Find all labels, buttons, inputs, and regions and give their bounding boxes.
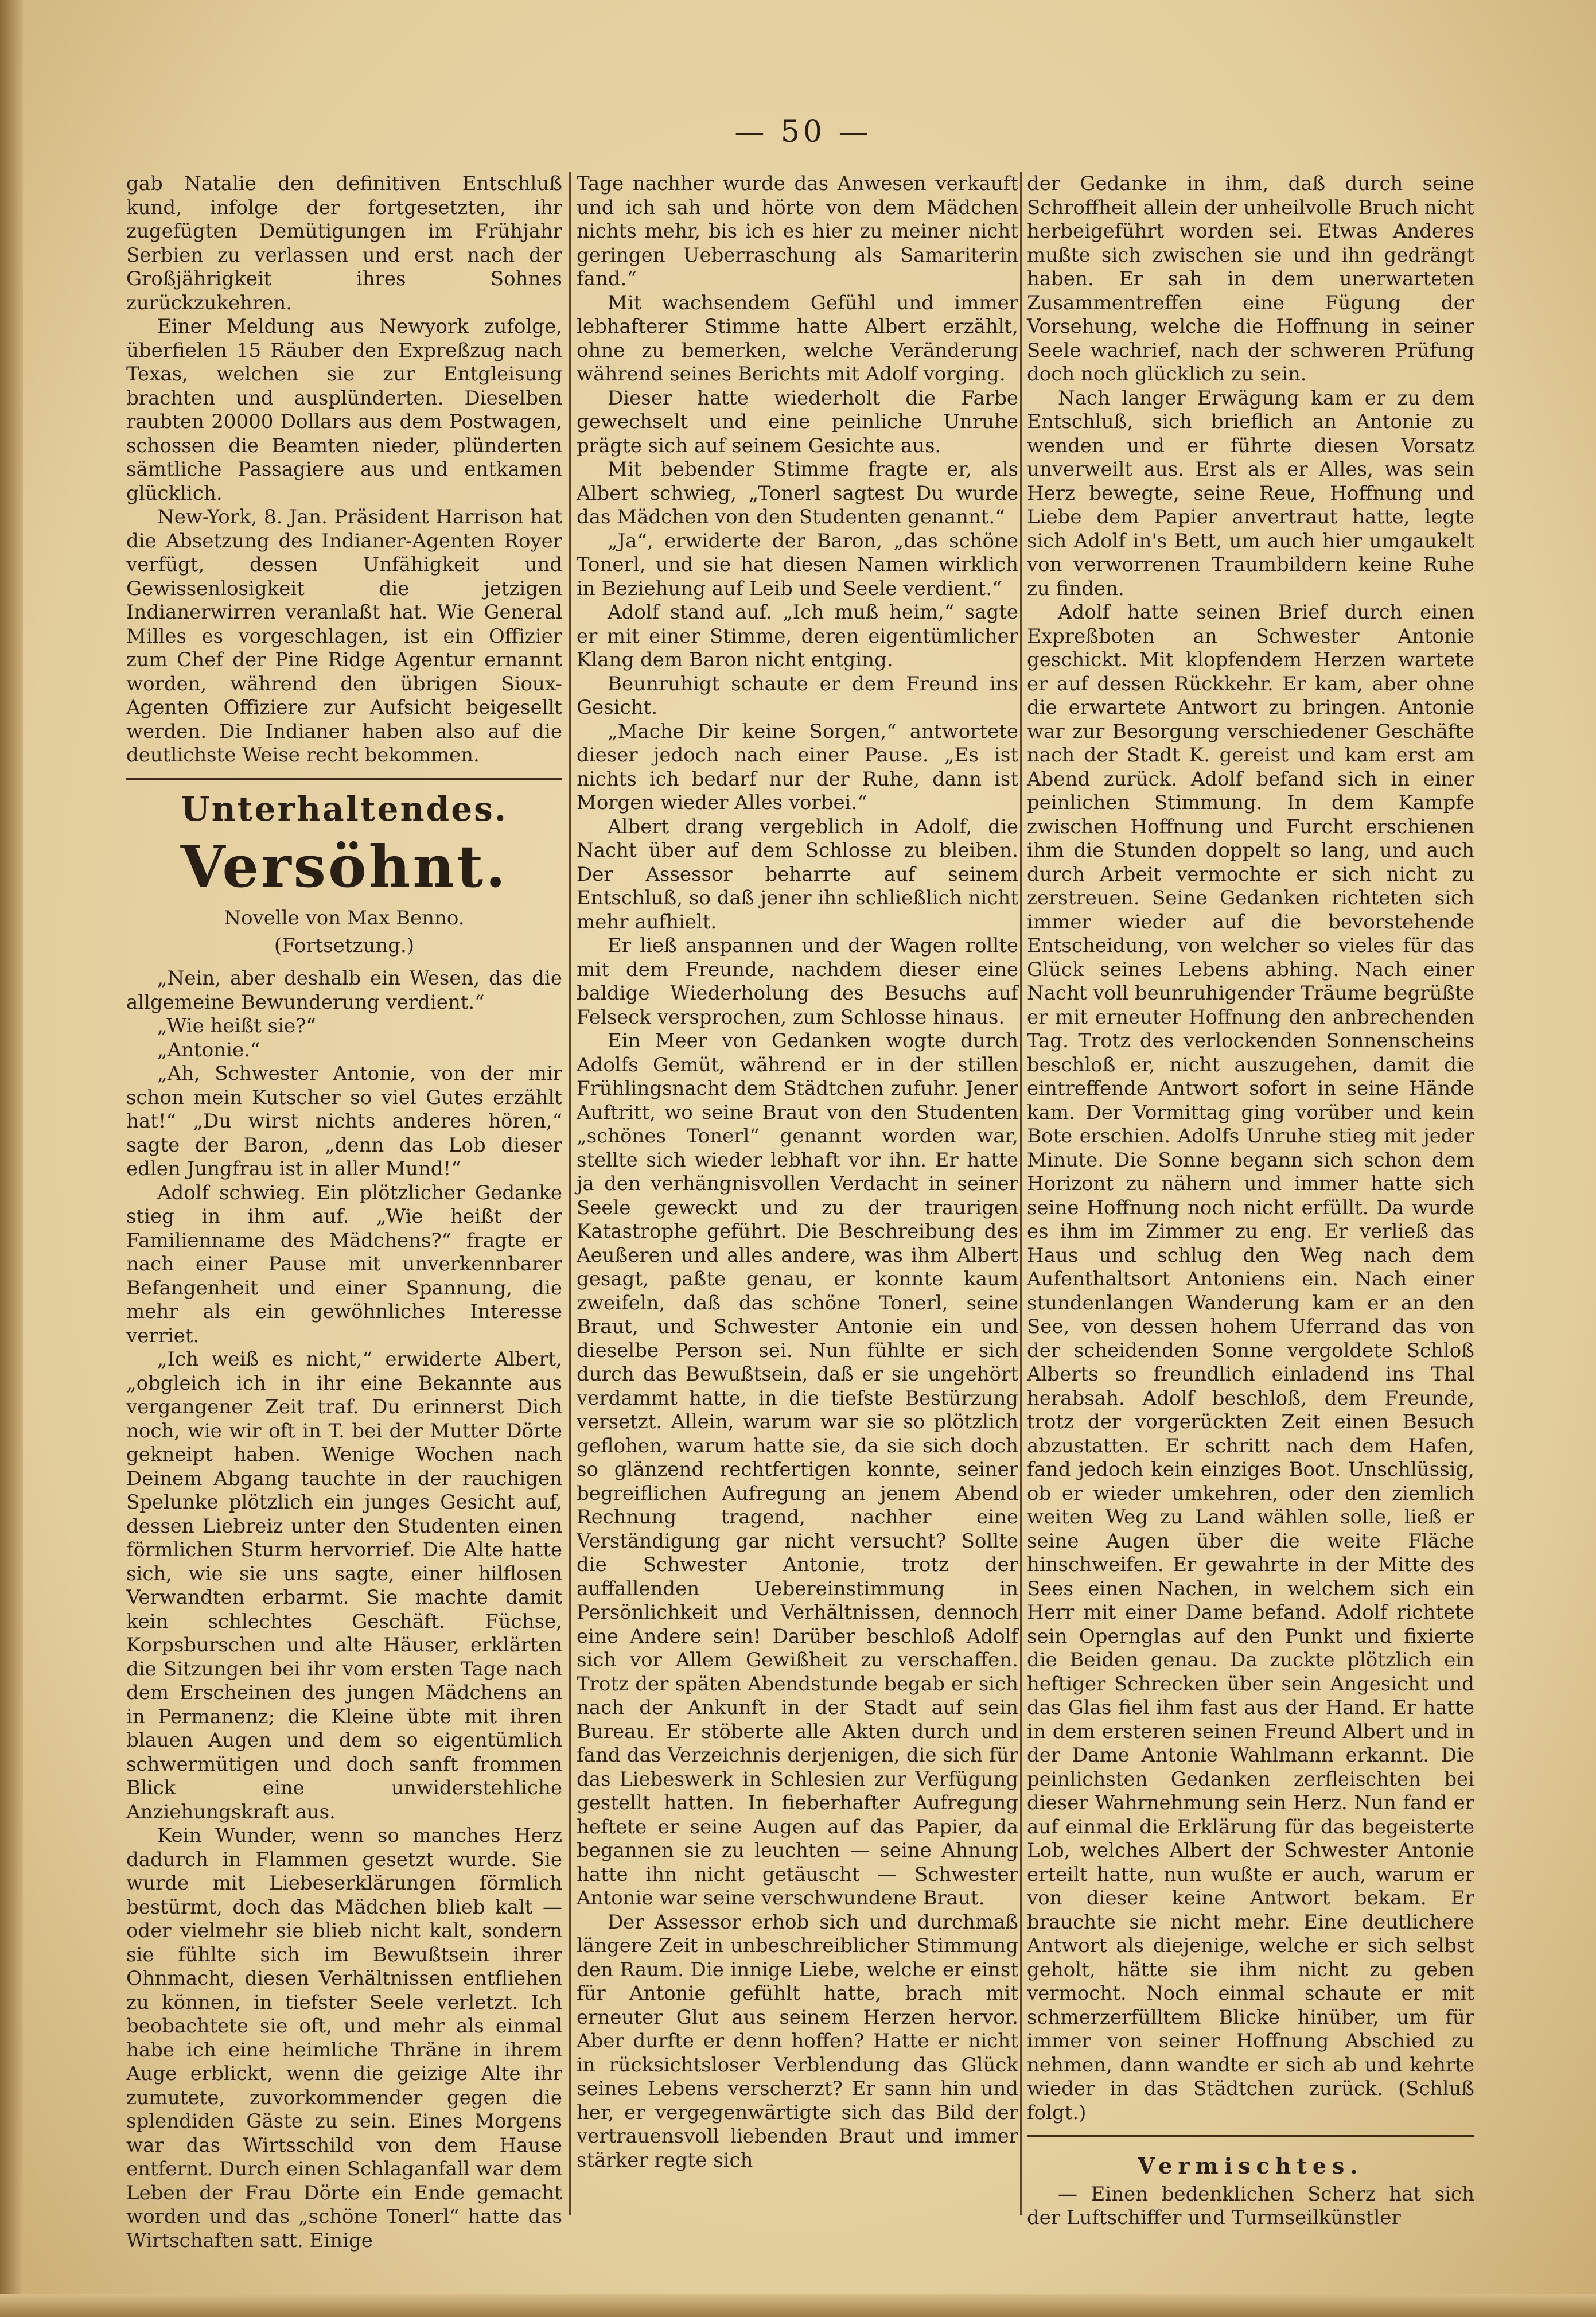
story-paragraph: „Ich weiß es nicht,“ erwiderte Albert, „obgleich ich in ihr eine Bekannte aus vergangener Zeit traf. Du erinnerst Dich noch, wie wir oft in T. bei der Mutter Dörte gekneipt haben. Wenige Wochen nach Deinem Abgang tauchte in der rauchigen Spelunke plötzlich ein junges Gesicht auf, dessen Liebreiz unter den Studenten einen förmlichen Sturm hervorrief. Die Alte hatte sich, wie sie uns sagte, einer hilflosen Verwandten erbarmt. Sie machte damit kein schlechtes Geschäft. Füchse, Korpsburschen und alte Häuser, erklärten die Sitzungen bei ihr vom ersten Tage nach dem Erscheinen des jungen Mädchens an in Permanenz; die Kleine übte mit ihren blauen Augen und dem so eigentümlich schwermütigen und doch sanft frommen Blick eine unwiderstehliche Anziehungskraft aus. <box>126 1348 562 1824</box>
section-heading: Unterhaltendes. <box>181 789 508 829</box>
story-paragraph: „Mache Dir keine Sorgen,“ antwortete dieser jedoch nach einer Pause. „Es ist nichts ich bedarf nur der Ruhe, dann ist Morgen wieder Alles vorbei.“ <box>577 720 1018 814</box>
story-paragraph: Ein Meer von Gedanken wogte durch Adolfs Gemüt, während er in der stillen Frühlingsnacht dem Städtchen zufuhr. Jener Auftritt, wo seine Braut von den Studenten „schönes Tonerl“ genannt worden war, stellte sich wieder lebhaft vor ihn. Er hatte ja den verhängnisvollen Verdacht in seiner Seele geweckt und zu der traurigen Katastrophe geführt. Die Beschreibung des Aeußeren und alles andere, was ihm Albert gesagt, paßte genau, er konnte kaum zweifeln, daß das schöne Tonerl, seine Braut, und Schwester Antonie ein und dieselbe Person sei. Nun fühlte er sich durch das Bewußtsein, daß er sie ungehört verdammt hatte, in die tiefste Bestürzung versetzt. Allein, warum war sie so plötzlich geflohen, warum hatte sie, da sie sich doch so glänzend rechtfertigen konnte, seiner begreiflichen Aufregung an jenem Abend Rechnung tragend, nachher eine Verständigung gar nicht versucht? Sollte die Schwester Antonie, trotz der auffallenden Uebereinstimmung in Persönlichkeit und Verhältnissen, dennoch eine Andere sein! Darüber beschloß Adolf sich vor Allem Gewißheit zu verschaffen. Trotz der späten Abendstunde begab er sich nach der Ankunft in der Stadt auf sein Bureau. Er stöberte alle Akten durch und fand das Verzeichnis derjenigen, die sich für das Liebeswerk in Schlesien zur Verfügung gestellt hatten. In fieberhafter Aufregung heftete er seine Augen auf das Papier, da begannen sie zu leuchten — seine Ahnung hatte ihn nicht getäuscht — Schwester Antonie war seine verschwundene Braut. <box>577 1029 1018 1910</box>
story-paragraph: Tage nachher wurde das Anwesen verkauft und ich sah und hörte von dem Mädchen nichts mehr, bis ich es hier zu meiner nicht geringen Ueberraschung als Samariterin fand.“ <box>577 172 1018 290</box>
story-continuation-note: (Fortsetzung.) <box>274 934 415 957</box>
story-paragraph: Er ließ anspannen und der Wagen rollte mit dem Freunde, nachdem dieser eine baldige Wiederholung des Besuchs auf Felseck versprochen, zum Schlosse hinaus. <box>577 934 1018 1029</box>
story-paragraph: Mit bebender Stimme fragte er, als Albert schwieg, „Tonerl sagtest Du wurde das Mädchen von den Studenten genannt.“ <box>577 458 1018 528</box>
news-paragraph: gab Natalie den definitiven Entschluß kund, infolge der fortgesetzten, ihr zugefügten Demütigungen im Frühjahr Serbien zu verlassen und erst nach der Großjährigkeit ihres Sohnes zurückzukehren. <box>126 172 562 314</box>
story-title: Versöhnt. <box>180 833 508 900</box>
story-byline: Novelle von Max Benno. <box>224 907 465 930</box>
story-paragraph: „Antonie.“ <box>157 1038 260 1062</box>
column-1 <box>126 172 562 2252</box>
story-paragraph: Kein Wunder, wenn so manches Herz dadurch in Flammen gesetzt wurde. Sie wurde mit Liebeserklärungen förmlich bestürmt, doch das Mädchen blieb kalt — oder vielmehr sie blieb nicht kalt, sondern sie fühlte sich im Bewußtsein ihrer Ohnmacht, diesen Verhältnissen entfliehen zu können, in tiefster Seele verletzt. Ich beobachtete sie oft, und mehr als einmal habe ich eine heimliche Thräne in ihrem Auge erblickt, wenn die geizige Alte ihr zumutete, zuvorkommender gegen die splendiden Gäste zu sein. Eines Morgens war das Wirtsschild von dem Hause entfernt. Durch einen Schlaganfall war dem Leben der Frau Dörte ein Ende gemacht worden und das „schöne Tonerl“ hatte das Wirtschaften satt. Einige <box>126 1824 562 2252</box>
misc-paragraph: — Einen bedenklichen Scherz hat sich der Luftschiffer und Turmseilkünstler <box>1027 2182 1474 2229</box>
story-paragraph: „Ja“, erwiderte der Baron, „das schöne Tonerl, und sie hat diesen Namen wirklich in Beziehung auf Leib und Seele verdient.“ <box>577 529 1018 600</box>
story-paragraph: „Wie heißt sie?“ <box>157 1014 316 1037</box>
story-paragraph: „Nein, aber deshalb ein Wesen, das die allgemeine Bewunderung verdient.“ <box>126 967 562 1014</box>
section-divider <box>126 778 562 780</box>
story-paragraph: Albert drang vergeblich in Adolf, die Nacht über auf dem Schlosse zu bleiben. Der Assessor beharrte auf seinem Entschluß, so daß jener ihn schließlich nicht mehr aufhielt. <box>577 815 1018 934</box>
story-paragraph: der Gedanke in ihm, daß durch seine Schroffheit allein der unheilvolle Bruch nicht herbeigeführt worden sei. Etwas Anderes mußte sich zwischen sie und ihn gedrängt haben. Er sah in dem unerwarteten Zusammentreffen eine Fügung der Vorsehung, welche die Hoffnung in seiner Seele wachrief, nach der schweren Prüfung doch noch glücklich zu sein. <box>1027 172 1474 386</box>
page-number: — 50 — <box>734 115 872 149</box>
column-rule-2 <box>1020 172 1022 2215</box>
news-paragraph: Einer Meldung aus Newyork zufolge, überfielen 15 Räuber den Expreßzug nach Texas, welchen sie zur Entgleisung brachten und ausplünderten. Dieselben raubten 20000 Dollars aus dem Postwagen, schossen die Beamten nieder, plünderten sämtliche Passagiere aus und entkamen glücklich. <box>126 315 562 505</box>
story-paragraph: „Ah, Schwester Antonie, von der mir schon mein Kutscher so viel Gutes erzählt hat!“ „Du wirst nichts anderes hören,“ sagte der Baron, „denn das Lob dieser edlen Jungfrau ist in aller Mund!“ <box>126 1062 562 1180</box>
column-2 <box>577 172 1018 2215</box>
story-paragraph: Adolf schwieg. Ein plötzlicher Gedanke stieg in ihm auf. „Wie heißt der Familienname des Mädchens?“ fragte er nach einer Pause mit unverkennbarer Befangenheit und einer Spannung, die mehr als ein gewöhnliches Interesse verriet. <box>126 1181 562 1347</box>
story-paragraph: Beunruhigt schaute er dem Freund ins Gesicht. <box>577 672 1018 719</box>
story-paragraph: Der Assessor erhob sich und durchmaß längere Zeit in unbeschreiblicher Stimmung den Raum. Die innige Liebe, welche er einst für Antonie gefühlt hatte, brach mit erneuter Glut aus seinem Herzen hervor. Aber durfte er denn hoffen? Hatte er nicht in rücksichtsloser Verblendung das Glück seines Lebens verscherzt? Er sann hin und her, er vergegenwärtigte sich das Bild der vertrauensvoll liebenden Braut und immer stärker regte sich <box>577 1910 1018 2172</box>
story-paragraph: Mit wachsendem Gefühl und immer lebhafterer Stimme hatte Albert erzählt, ohne zu bemerken, welche Veränderung während seines Berichts mit Adolf vorging. <box>577 291 1018 386</box>
story-paragraph: Dieser hatte wiederholt die Farbe gewechselt und eine peinliche Unruhe prägte sich auf seinem Gesichte aus. <box>577 386 1018 457</box>
story-paragraph: Adolf stand auf. „Ich muß heim,“ sagte er mit einer Stimme, deren eigentümlicher Klang dem Baron nicht entging. <box>577 601 1018 671</box>
news-paragraph: New-York, 8. Jan. Präsident Harrison hat die Absetzung des Indianer-Agenten Royer verfügt, dessen Unfähigkeit und Gewissenlosigkeit die jetzigen Indianerwirren veranlaßt hat. Wie General Milles es vorgeschlagen, ist ein Offizier zum Chef der Pine Ridge Agentur ernannt worden, während den übrigen Sioux-Agenten Offiziere zur Aufsicht beigesellt werden. Die Indianer haben also auf die deutlichste Weise recht bekommen. <box>126 506 562 767</box>
column-rule-1 <box>569 172 571 2215</box>
page-edge-bottom <box>0 2294 1596 2317</box>
section-divider <box>1027 2135 1474 2137</box>
page-edge-left <box>0 0 23 2317</box>
story-paragraph: Nach langer Erwägung kam er zu dem Entschluß, sich brieflich an Antonie zu wenden und er führte diesen Vorsatz unverweilt aus. Erst als er Alles, was sein Herz bewegte, seine Reue, Hoffnung und Liebe dem Papier anvertraut hatte, legte sich Adolf in's Bett, um auch hier umgaukelt von verworrenen Traumbildern keine Ruhe zu finden. <box>1027 386 1474 600</box>
story-paragraph: Adolf hatte seinen Brief durch einen Expreßboten an Schwester Antonie geschickt. Mit klopfendem Herzen wartete er auf dessen Rückkehr. Er kam, aber ohne die erwartete Antwort zu bringen. Antonie war zur Besorgung verschiedener Geschäfte nach der Stadt K. gereist und kam erst am Abend zurück. Adolf befand sich in einer peinlichen Stimmung. In dem Kampfe zwischen Hoffnung und Furcht erschienen ihm die Stunden doppelt so lang, und auch durch Arbeit vermochte er sich nicht zu zerstreuen. Seine Gedanken richteten sich immer wieder auf die bevorstehende Entscheidung, von welcher so vieles für das Glück seines Lebens abhing. Nach einer Nacht voll beunruhigender Träume begrüßte er mit erneuter Hoffnung den anbrechenden Tag. Trotz des verlockenden Sonnenscheins beschloß er, nicht auszugehen, damit die eintreffende Antwort sofort in seine Hände kam. Der Vormittag ging vorüber und kein Bote erschien. Adolfs Unruhe stieg mit jeder Minute. Die Sonne begann sich schon dem Horizont zu nähern und immer hatte sich seine Hoffnung noch nicht erfüllt. Da wurde es ihm im Zimmer zu eng. Er verließ das Haus und schlug den Weg nach dem Aufenthaltsort Antoniens ein. Nach einer stundenlangen Wanderung kam er an den See, von dessen hohem Uferrand das von der scheidenden Sonne vergoldete Schloß Alberts so freundlich einladend ins Thal herabsah. Adolf beschloß, dem Freunde, trotz der vorgerückten Zeit einen Besuch abzustatten. Er schritt nach dem Hafen, fand jedoch kein einziges Boot. Unschlüssig, ob er wieder umkehren, oder den ziemlich weiten Weg zu Land wählen solle, ließ er seine Augen über die weite Fläche hinschweifen. Er gewahrte in der Mitte des Sees einen Nachen, in welchem sich ein Herr mit einer Dame befand. Adolf richtete sein Opernglas auf den Punkt und fixierte die Beiden genau. Da zuckte plötzlich ein heftiger Schrecken über sein Angesicht und das Glas fiel ihm fast aus der Hand. Er hatte in dem ersteren seinen Freund Albert und in der Dame Antonie Wahlmann erkannt. Die peinlichsten Gedanken zerfleischten bei dieser Wahrnehmung sein Herz. Nun fand er auf einmal die Erklärung für das begeisterte Lob, welches Albert der Schwester Antonie erteilt hatte, nun wußte er auch, warum er von dieser keine Antwort bekam. Er brauchte sie nicht mehr. Eine deutlichere Antwort als diejenige, welche er sich selbst geholt, hätte sie ihm nicht zu geben vermocht. Noch einmal schaute er mit schmerzerfülltem Blicke hinüber, um für immer von seiner Hoffnung Abschied zu nehmen, dann wandte er sich ab und kehrte wieder in das Städtchen zurück. (Schluß folgt.) <box>1027 601 1474 2124</box>
misc-heading: Vermischtes. <box>1138 2153 1364 2179</box>
column-3 <box>1027 172 1474 2229</box>
